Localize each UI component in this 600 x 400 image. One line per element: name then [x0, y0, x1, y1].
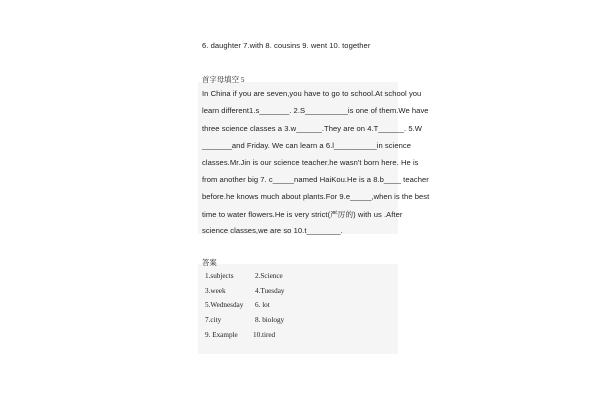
answer-item: 4.Tuesday — [255, 287, 285, 295]
answer-item: 5.Wednesday — [205, 301, 244, 309]
answer-item: 10.tired — [253, 331, 276, 339]
answer-item: 2.Science — [255, 272, 283, 280]
passage-line: learn different1.s_______. 2.S__________is one of them.We have — [202, 106, 429, 115]
exercise-title: 首字母填空 5 — [202, 75, 245, 84]
passage-line: _______and Friday. We can learn a 6.l__________in science — [202, 141, 412, 150]
passage-line: time to water flowers.He is very strict(严厉的) with us .After — [202, 210, 403, 219]
passage-line: In China if you are seven,you have to go to school.At school you — [202, 89, 422, 98]
answer-item: 9. Example — [205, 331, 238, 339]
answer-heading: 答案 — [202, 258, 217, 267]
passage-line: three science classes a 3.w______.They are on 4.T______. 5.W — [202, 124, 422, 133]
previous-answers-line: 6. daughter 7.with 8. cousins 9. went 10. together — [202, 41, 371, 50]
answer-item: 1.subjects — [205, 272, 234, 280]
passage-line: from another big 7. c_____named HaiKou.He is a 8.b____ teacher — [202, 175, 429, 184]
passage-line: science classes,we are so 10.t________. — [202, 226, 343, 235]
answer-item: 8. biology — [255, 316, 285, 324]
answer-item: 7.city — [205, 316, 222, 324]
passage-line: classes.Mr.Jin is our science teacher.he wasn't born here. He is — [202, 158, 419, 167]
passage-line: before.he knows much about plants.For 9.e_____,when is the best — [202, 192, 430, 201]
answer-item: 6. lot — [255, 301, 270, 309]
answer-item: 3.week — [205, 287, 226, 295]
